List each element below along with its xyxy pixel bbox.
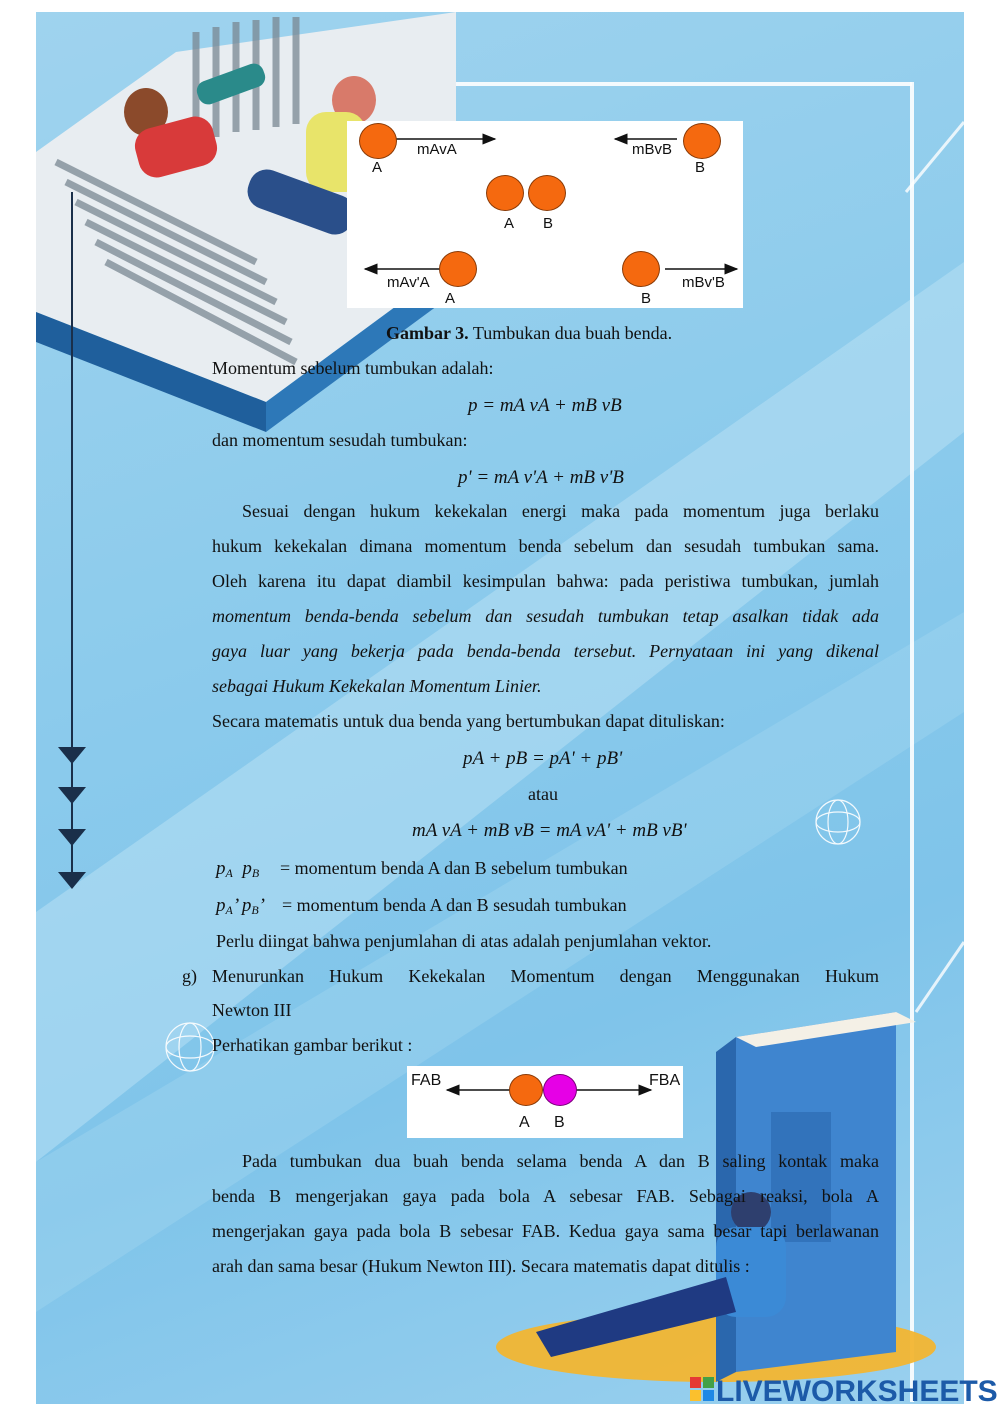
ball-b-before [683,123,721,159]
label-b-after: B [641,290,652,307]
force-label-a: A [519,1114,530,1131]
force-label-ab: FAB [411,1072,442,1089]
liveworksheets-logo-icon [690,1377,714,1401]
momentum-a-after: mAv'A [387,274,430,291]
momentum-before-text: Momentum sebelum tumbukan adalah: [212,358,494,378]
force-arrows [407,1066,683,1138]
perhatikan-text: Perhatikan gambar berikut : [212,1035,413,1055]
label-b-contact: B [543,215,554,232]
label-a-contact: A [504,215,515,232]
newton-paragraph [212,1144,879,1284]
paragraph-line: Sesuai dengan hukum kekekalan energi maka pada momentum juga berlaku [242,501,879,521]
section-g-line1: Menurunkan Hukum Kekekalan Momentum dengan Menggunakan Hukum [212,966,879,986]
paragraph-line: arah dan sama besar (Hukum Newton III). Secara matematis dapat ditulis : [212,1256,750,1276]
paragraph-line: Pada tumbukan dua buah benda selama benda A dan B saling kontak maka [242,1151,879,1171]
caption-text: Tumbukan dua buah benda. [468,323,673,343]
ball-b-after [622,251,660,287]
label-a-before: A [372,159,383,176]
momentum-a-before: mAvA [417,141,457,158]
section-g-heading [212,966,879,986]
momentum-b-before: mBvB [632,141,673,158]
figure-caption [386,323,672,343]
equation-conservation-expanded: mA vA + mB vB = mA vA' + mB vB' [412,820,687,841]
definition-after: = momentum benda A dan B sesudah tumbukan [282,895,627,915]
equation-momentum-after: p' = mA v'A + mB v'B [458,467,624,488]
force-figure [407,1066,683,1138]
paragraph-line: gaya luar yang bekerja pada benda-benda tersebut. Pernyataan ini yang dikenal [212,641,879,661]
equation-conservation: pA + pB = pA' + pB' [463,748,623,769]
paragraph-line: Oleh karena itu dapat diambil kesimpulan bahwa: pada peristiwa tumbukan, jumlah [212,571,879,591]
ball-a-contact [486,175,524,211]
force-label-b: B [554,1114,565,1131]
paragraph-line: momentum benda-benda sebelum dan sesudah tumbukan tetap asalkan tidak ada [212,606,879,626]
ball-b-contact [528,175,566,211]
section-g-line2: Newton III [212,1000,292,1020]
symbol-pa-pb-prime: $p_A$’ $p_B$’ [216,895,265,917]
ball-a-after [439,251,477,287]
label-a-after: A [445,290,456,307]
definition-before: = momentum benda A dan B sebelum tumbukan [280,858,628,878]
paragraph-line: mengerjakan gaya pada bola B sebesar FAB. Kedua gaya sama besar tapi berlawanan [212,1221,879,1241]
vector-note: Perlu diingat bahwa penjumlahan di atas adalah penjumlahan vektor. [216,931,712,951]
momentum-after-text: dan momentum sesudah tumbukan: [212,430,468,450]
label-b-before: B [695,159,706,176]
force-ball-a [509,1074,543,1106]
equation-momentum-before: p = mA vA + mB vB [468,395,622,416]
force-label-ba: FBA [649,1072,681,1089]
paragraph-line: benda B mengerjakan gaya pada bola A sebesar FAB. Sebagai reaksi, bola A [212,1186,879,1206]
paragraph-line: hukum kekekalan dimana momentum benda sebelum dan sesudah tumbukan sama. [212,536,879,556]
liveworksheets-watermark[interactable]: LIVEWORKSHEETS [716,1375,998,1408]
atau-text: atau [528,784,558,804]
caption-number: Gambar 3. [386,323,469,343]
section-g-marker: g) [182,966,197,986]
law-statement: sebagai Hukum Kekekalan Momentum Linier. [212,676,542,696]
conservation-paragraph [212,494,879,704]
ball-a-before [359,123,397,159]
math-intro-text: Secara matematis untuk dua benda yang bertumbukan dapat dituliskan: [212,711,725,731]
force-ball-b [543,1074,577,1106]
symbol-pa-pb: $p_A$ $p_B$ [216,858,260,880]
collision-figure [347,121,743,308]
momentum-b-after: mBv'B [682,274,725,291]
